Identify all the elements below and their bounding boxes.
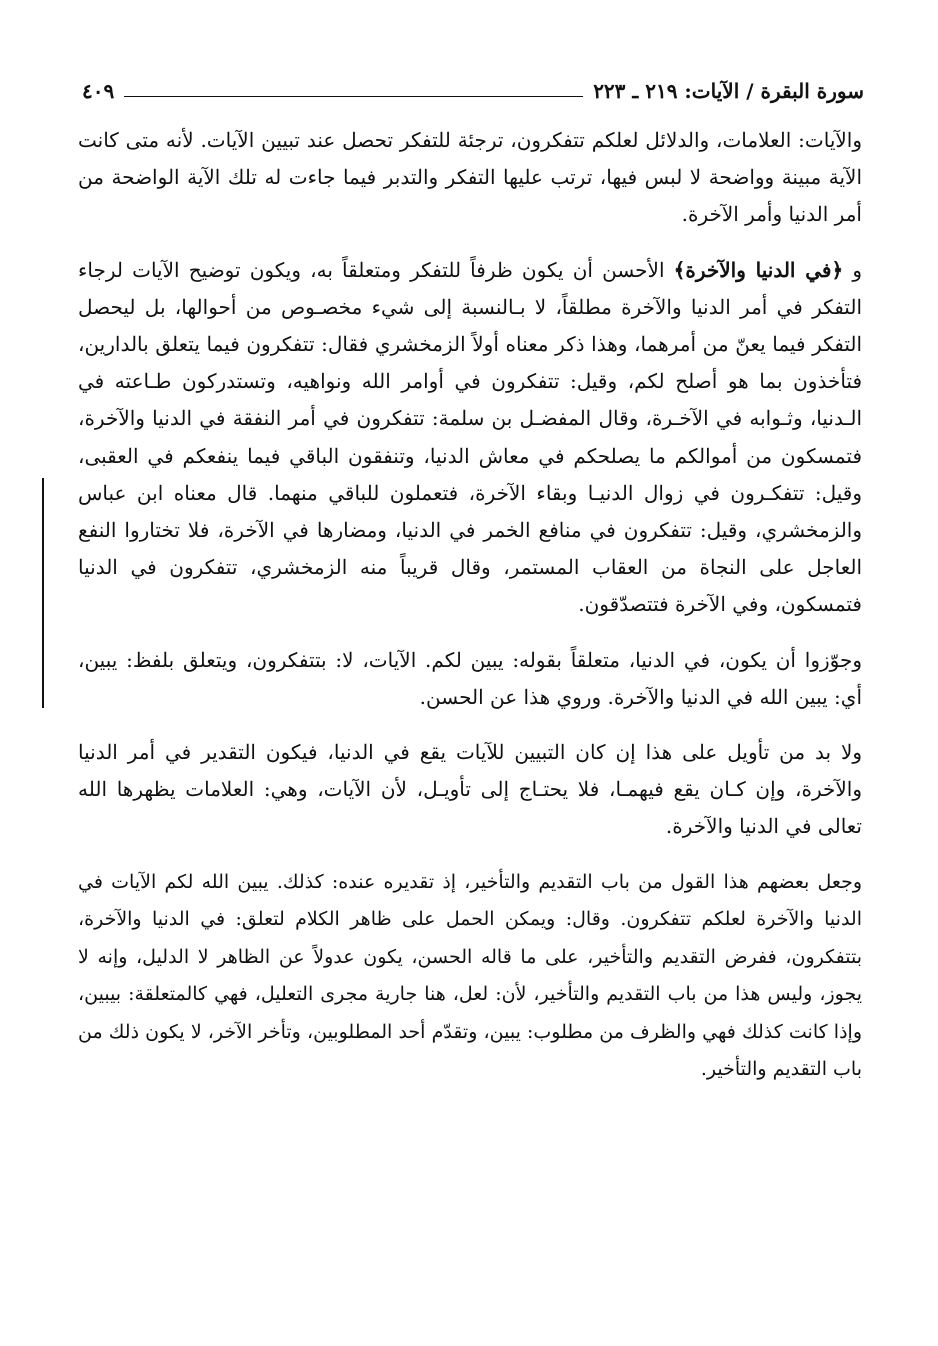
body-text [78, 122, 862, 1089]
margin-mark [42, 478, 44, 708]
paragraph-4 [78, 734, 862, 846]
text-line: الأحسن أن يكون ظرفاً للتفكر ومتعلقاً به، ويكون توضيح [188, 257, 665, 282]
text-line: العلامات يظهرها الله تعالى في الدنيا والآخرة. [78, 777, 862, 839]
text-line: ونواهيه، وتستدركون طـاعته في الـدنيا، وثـوابه في الآخـرة، وقال المفضـل بن سلمة: [78, 369, 862, 431]
running-title: سورة البقرة / الآيات: ٢١٩ ـ ٢٢٣ [593, 79, 864, 103]
text-line: ولا بد من تأويل على هذا إن كان التبيين للآيات يقع في الدنيا، فيكون التقدير في [164, 740, 863, 765]
text-line: أمر الدنيا والآخرة، وإن كـان يقع فيهمـا، فلا يحتـاج إلى تأويـل، لأن الآيات، وهي: [78, 740, 862, 802]
paragraph-2 [78, 252, 862, 624]
paragraph-5 [78, 864, 862, 1089]
text-line: ويتعلق بلفظ: يبين، أي: يبين الله في الدنيا والآخرة. وروي هذا عن الحسن. [78, 647, 862, 709]
text-line: والتأخير. [700, 1058, 767, 1081]
running-header [82, 74, 864, 108]
text-line: فتتصدّقون. [578, 592, 669, 617]
text-line: تلك الآية الواضحة من أمر الدنيا وأمر الآخرة. [78, 165, 862, 227]
text-line: تتفكرون فيما يتعلق بالدارين، فتأخذون بما هو أصلح لكم، وقيل: تتفكرون في أوامر الله [78, 332, 863, 394]
text-line: لتعلق: في الدنيا والآخرة، بتتفكرون، ففرض التقديم والتأخير، على ما قاله الحسن، يكون [78, 908, 862, 968]
text-line: لعل، هنا جارية مجرى التعليل، فهي كالمتعلقة: بيبين، وإذا كانت كذلك فهي والظرف من [78, 983, 862, 1043]
text-line: تتفكرون في أمر النفقة في الدنيا والآخرة، فتمسكون من أموالكم ما يصلحكم في معاش [78, 406, 862, 468]
text-line: مطلوب: يبين، وتقدّم أحد المطلوبين، وتأخر الآخر، لا يكون ذلك من باب التقديم [78, 1020, 862, 1081]
text-line: عدولاً عن الظاهر لا الدليل، وإنه لا يجوز، وليس هذا من باب التقديم والتأخير، لأن: [78, 945, 863, 1006]
text-line: لكم الآيات في الدنيا والآخرة لعلكم تتفكرون. وقال: ويمكن الحمل على ظاهر الكلام [78, 870, 862, 931]
page-number: ٤٠٩ [82, 79, 115, 103]
paragraph-1 [78, 122, 862, 234]
text-line: الآخرة، فتعملون للباقي منهما. قال معناه ابن عباس والزمخشري، وقيل: تتفكرون في [78, 480, 862, 543]
text-line: و [852, 257, 863, 282]
text-line: منافع الخمر في الدنيا، ومضارها في الآخرة، فلا تختاروا النفع العاجل على النجاة من [78, 518, 863, 580]
text-line: العقاب المستمر، وقال قريباً منه الزمخشري، تتفكرون في الدنيا فتمسكون، وفي الآخرة [78, 555, 862, 617]
paragraph-3 [78, 642, 862, 716]
text-line: وجوّزوا أن يكون، في الدنيا، متعلقاً بقوله: يبين لكم. الآيات، لا: بتتفكرون، [245, 647, 863, 672]
text-line: والآيات: العلامات، والدلائل لعلكم تتفكرون، ترجئة للتفكر تحصل عند تبيين الآيات. [200, 128, 863, 152]
quranic-quote: ﴿في الدنيا والآخرة﴾ [673, 257, 844, 282]
text-line: الدنيا، وتنفقون الباقي فيما ينفعكم في العقبى، وقيل: تتفكـرون في زوال الدنيـا وبقاء [78, 443, 863, 505]
text-line: أحوالها، بل ليحصل التفكر فيما يعنّ من أمرهما، وهذا ذكر معناه أولاً الزمخشري فقال: [78, 294, 863, 357]
text-line: وجعل بعضهم هذا القول من باب التقديم والتأخير، إذ تقديره عنده: كذلك. يبين الله [201, 870, 862, 893]
text-line: لأنه متى كانت الآية مبينة وواضحة لا لبس فيها، ترتب عليها التفكر والتدبر فيما جاءت له [78, 128, 863, 190]
header-rule [124, 96, 583, 97]
text-line: الآيات لرجاء التفكر في أمر الدنيا والآخرة مطلقاً، لا بـالنسبة إلى شيء مخصـوص من [78, 257, 862, 319]
